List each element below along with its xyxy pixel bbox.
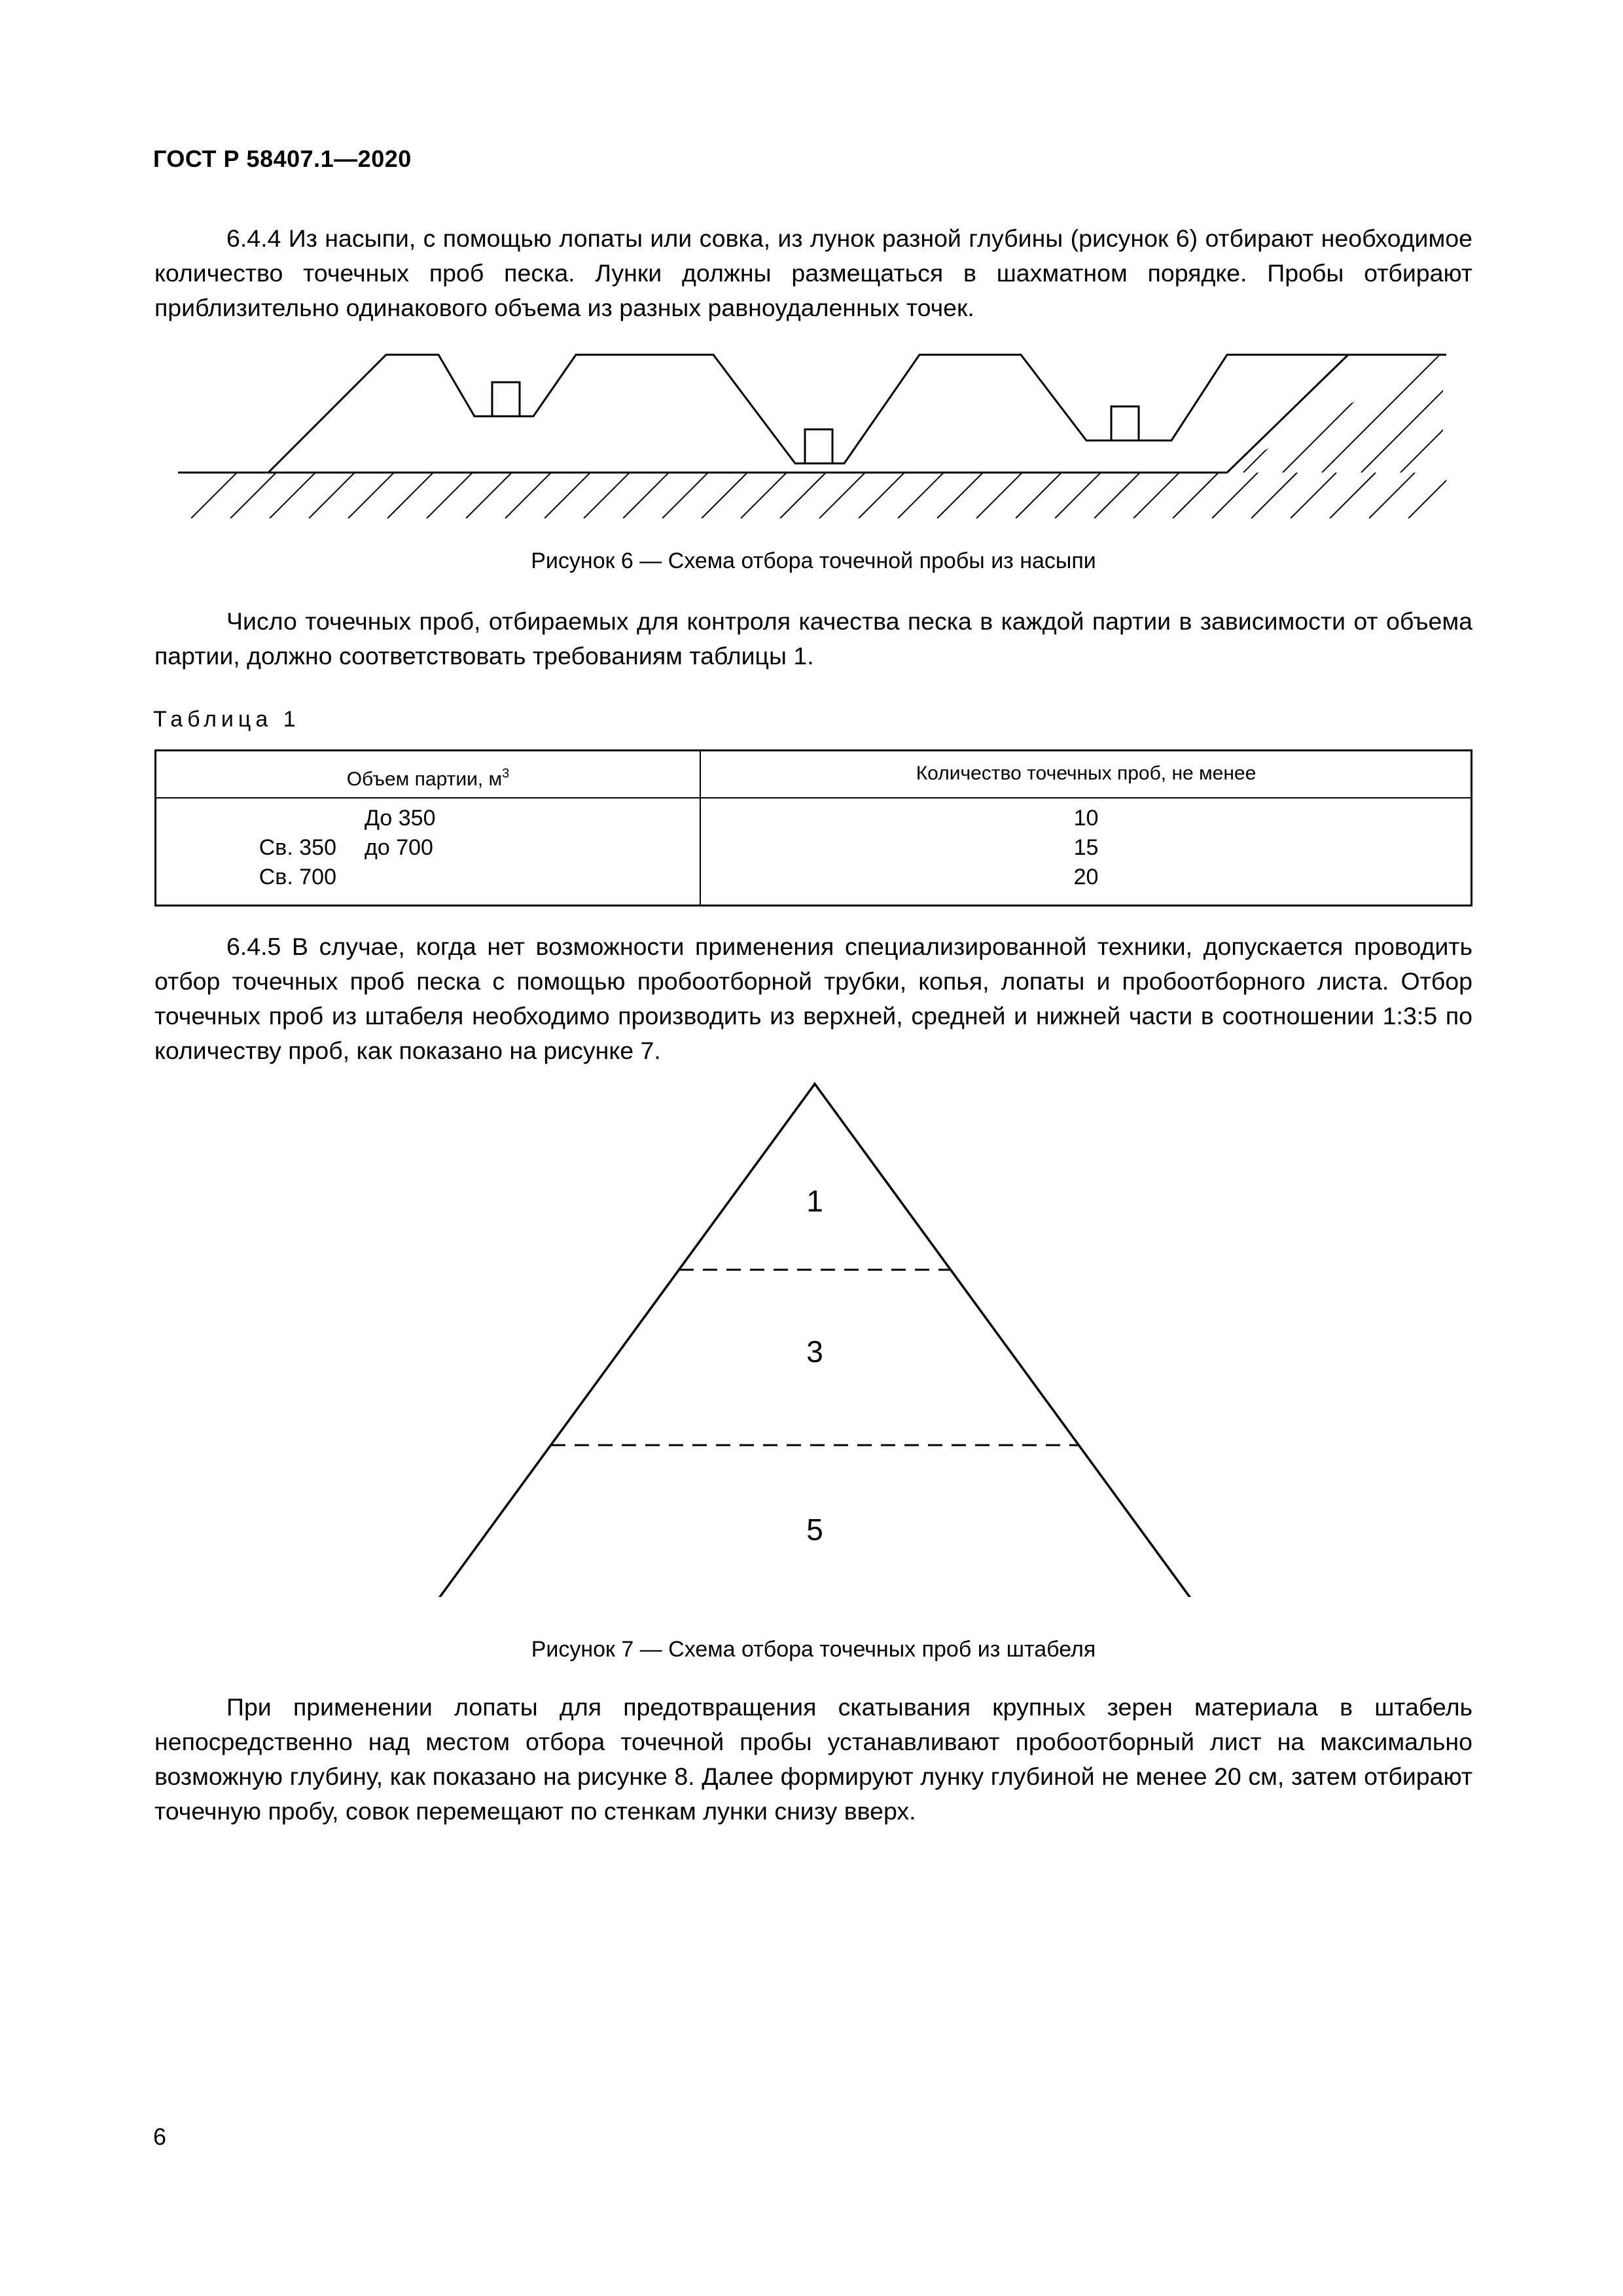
table-row-3-count: 20 — [1073, 865, 1099, 889]
page-number: 6 — [153, 2123, 167, 2150]
table-row-2-from: Св. 350 — [259, 835, 336, 860]
embankment-outline — [268, 355, 1446, 473]
paragraph-6-4-5: 6.4.5 В случае, когда нет возможности применения специализированной техники, допускается проводить отбор точечных проб песка с помощью пробоотборной трубки, копья, лопаты и пробоотборного листа. Отбор точечных проб из штабеля необходимо производить из верхней, средней и нижней части в соотношении 1:3:5 по количеству проб, как показано на рисунке 7. — [154, 933, 1472, 1064]
figure-6-caption: Рисунок 6 — Схема отбора точечной пробы из насыпи — [531, 548, 1096, 573]
figure-6-diagram — [0, 0, 1623, 524]
table-header-divider — [156, 797, 1471, 798]
zone-label-bottom: 5 — [806, 1513, 823, 1547]
paragraph-sample-count: Число точечных проб, отбираемых для контроля качества песка в каждой партии в зависимости от объема партии, должно соответствовать требованиям таблицы 1. — [154, 607, 1472, 670]
paragraph-6-4-4: 6.4.4 Из насыпи, с помощью лопаты или совка, из лунок разной глубины (рисунок 6) отбирают необходимое количество точечных проб песка. Лунки должны размещаться в шахматном порядке. Пробы отбирают приблизительно одинакового объема из разных равноудаленных точек. — [154, 224, 1472, 321]
table-row-1-to: До 350 — [365, 806, 436, 831]
figure-7-caption: Рисунок 7 — Схема отбора точечных проб из штабеля — [531, 1637, 1096, 1662]
table-1-label: Таблица 1 — [153, 707, 300, 732]
table-row-2-count: 15 — [1073, 835, 1099, 860]
table-row-3-from: Св. 700 — [259, 865, 336, 889]
table-1 — [154, 749, 1472, 906]
table-row-2-to: до 700 — [365, 835, 433, 860]
sample-box-1 — [492, 382, 520, 416]
sample-box-3 — [1111, 406, 1139, 440]
table-header-volume-sup: 3 — [502, 766, 510, 781]
table-row-1-count: 10 — [1073, 806, 1099, 831]
table-header-count: Количество точечных проб, не менее — [916, 762, 1257, 784]
figure-7-diagram — [0, 1073, 1623, 1597]
paragraph-shovel-sampling: При применении лопаты для предотвращения скатывания крупных зерен материала в штабель непосредственно над местом отбора точечной пробы устанавливают пробоотборный лист на максимально возможную глубину, как показано на рисунке 8. Далее формируют лунку глубиной не менее 20 см, затем отбирают точечную пробу, совок перемещают по стенкам лунки снизу вверх. — [154, 1693, 1472, 1825]
zone-label-middle: 3 — [806, 1335, 823, 1369]
table-header-volume-text: Объем партии, м — [346, 768, 503, 790]
ground-hatching — [191, 473, 1454, 518]
table-header-volume — [156, 761, 700, 793]
zone-label-top: 1 — [806, 1184, 823, 1218]
document-header: ГОСТ Р 58407.1—2020 — [153, 145, 412, 172]
sample-box-2 — [805, 429, 832, 463]
embankment-right-slope — [1227, 355, 1348, 473]
slope-hatching — [1243, 355, 1518, 473]
